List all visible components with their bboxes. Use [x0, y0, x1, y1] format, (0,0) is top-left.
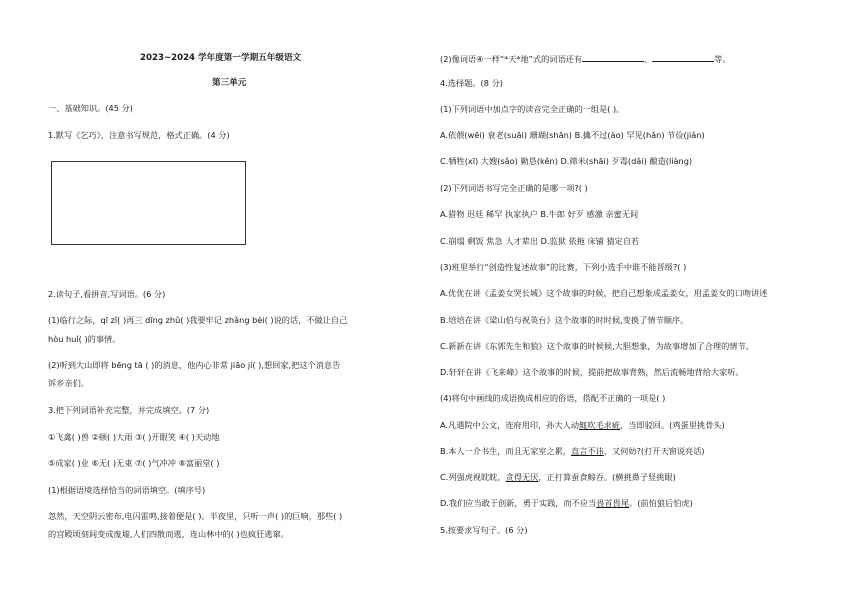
question-4-2: (2)下列词语书写完全正确的是哪一项?( ): [440, 183, 588, 193]
question-3-1: (1)根据语境选择恰当的词语填空。(填序号): [48, 485, 206, 495]
answer-box[interactable]: [51, 161, 246, 245]
section-heading: 一、基础知识。(45 分): [48, 103, 133, 113]
blank-line[interactable]: [582, 53, 644, 62]
question-4-4-option-c: C.列强虎视眈眈，贪得无厌，正打算蚕食鲸吞。(横挑鼻子竖挑眼): [440, 472, 676, 482]
question-4-4-option-d: D.我们应当敢于创新，勇于实践，而不应当畏首畏尾。(前怕狼后怕虎): [440, 498, 693, 508]
question-4-1-options-cd: C.牺牲(xī) 大嫂(sǎo) 勤恳(kěn) D.筛米(shāi) 歹毒(dǎi) 酿造(liàng): [440, 156, 693, 166]
question-3-row2: ⑤成家( )业 ⑥无( )无束 ⑦( )气冲冲 ⑧富丽堂( ): [48, 458, 220, 468]
question-3-row1: ①飞禽( )兽 ②顿( )大雨 ③( )开眼笑 ④( )天动地: [48, 432, 220, 442]
question-2: 2.读句子,看拼音,写词语。(6 分): [48, 289, 166, 299]
question-2-2-line2: 诉乡亲们。: [48, 378, 89, 388]
question-4-2-options-cd: C.崩塌 剩饭 焦急 人才辈出 D.监狱 依拖 床铺 猜定自若: [440, 236, 640, 246]
question-3-2: (2)像词语④一样“*天*地”式的词语还有 、 等。: [440, 54, 731, 64]
question-4: 4.选择题。(8 分): [440, 78, 503, 88]
question-4-4-option-a: A.凡遇院中公文，连府用印，孙大人动辄吹毛求疵，当即驳回。(鸡蛋里挑骨头): [440, 420, 725, 430]
question-4-3-option-c: C.新新在讲《东郭先生和狼》这个故事的时候候,大胆想象，为故事增加了合理的情节。: [440, 341, 754, 351]
question-4-1: (1)下列词语中加点字的读音完全正确的一组是( )。: [440, 104, 625, 114]
question-2-1-line1: (1)临行之际，qī zǐ( )再三 dīng zhǔ( )我要牢记 zhǎng bèi( )说的话，不做让自己: [48, 315, 348, 325]
question-1: 1.默写《乞巧》，注意书写规范，格式正确。(4 分): [48, 130, 230, 140]
unit-heading: 第三单元: [212, 78, 247, 88]
blank-line[interactable]: [652, 53, 714, 62]
question-3: 3.把下列词语补充完整，并完成填空。(7 分): [48, 405, 210, 415]
question-4-3: (3)班里举行“创造性复述故事”的比赛，下列小选手中谁不能晋级?( ): [440, 262, 687, 272]
question-4-2-options-ab: A.猎物 迟廷 稀罕 执家执户 B.牛郎 好歹 感激 亲蜜无间: [440, 209, 639, 219]
question-4-4-option-b: B.本人一介书生，而且无家室之累，直言不讳，又何妨?(打开天窗说亮话): [440, 446, 705, 456]
question-4-4: (4)将句中画线的成语换成相应的俗语，搭配不正确的一项是( ): [440, 393, 666, 403]
question-3-passage-line1: 忽然，天空阴云密布,电闪雷鸣,接着便是( )。半夜里，只听一声( )的巨响，那些( ): [48, 511, 343, 521]
question-5: 5.按要求写句子。(6 分): [440, 525, 528, 535]
question-2-2-line1: (2)听到大山即将 bēng tā ( )的消息，他内心非常 jiāo jí( ),想回家,把这个消息告: [48, 360, 341, 370]
question-4-3-option-d: D.轩轩在讲《飞来峰》这个故事的时候，提前把故事背熟，然后流畅地背给大家听。: [440, 367, 744, 377]
question-4-1-options-ab: A.依偎(wēi) 衰老(suāi) 珊瑚(shān) B.擒不过(ào) 罕见(hǎn) 节俭(jiǎn): [440, 130, 705, 140]
question-4-3-option-a: A.优优在讲《孟姜女哭长城》这个故事的时候，把自己想象成孟姜女，用孟姜女的口吻讲述: [440, 288, 768, 298]
question-4-3-option-b: B.培培在讲《梁山伯与祝英台》这个故事的时时候,变换了情节顺序。: [440, 315, 689, 325]
paper-title: 2023~2024 学年度第一学期五年级语文: [140, 53, 302, 63]
question-3-passage-line2: 的宫殿顷刻间变成废墟,人们四散而逃，连山林中的( )也疯狂逃窜。: [48, 529, 289, 539]
question-2-1-line2: hòu huǐ( )的事情。: [48, 334, 121, 344]
